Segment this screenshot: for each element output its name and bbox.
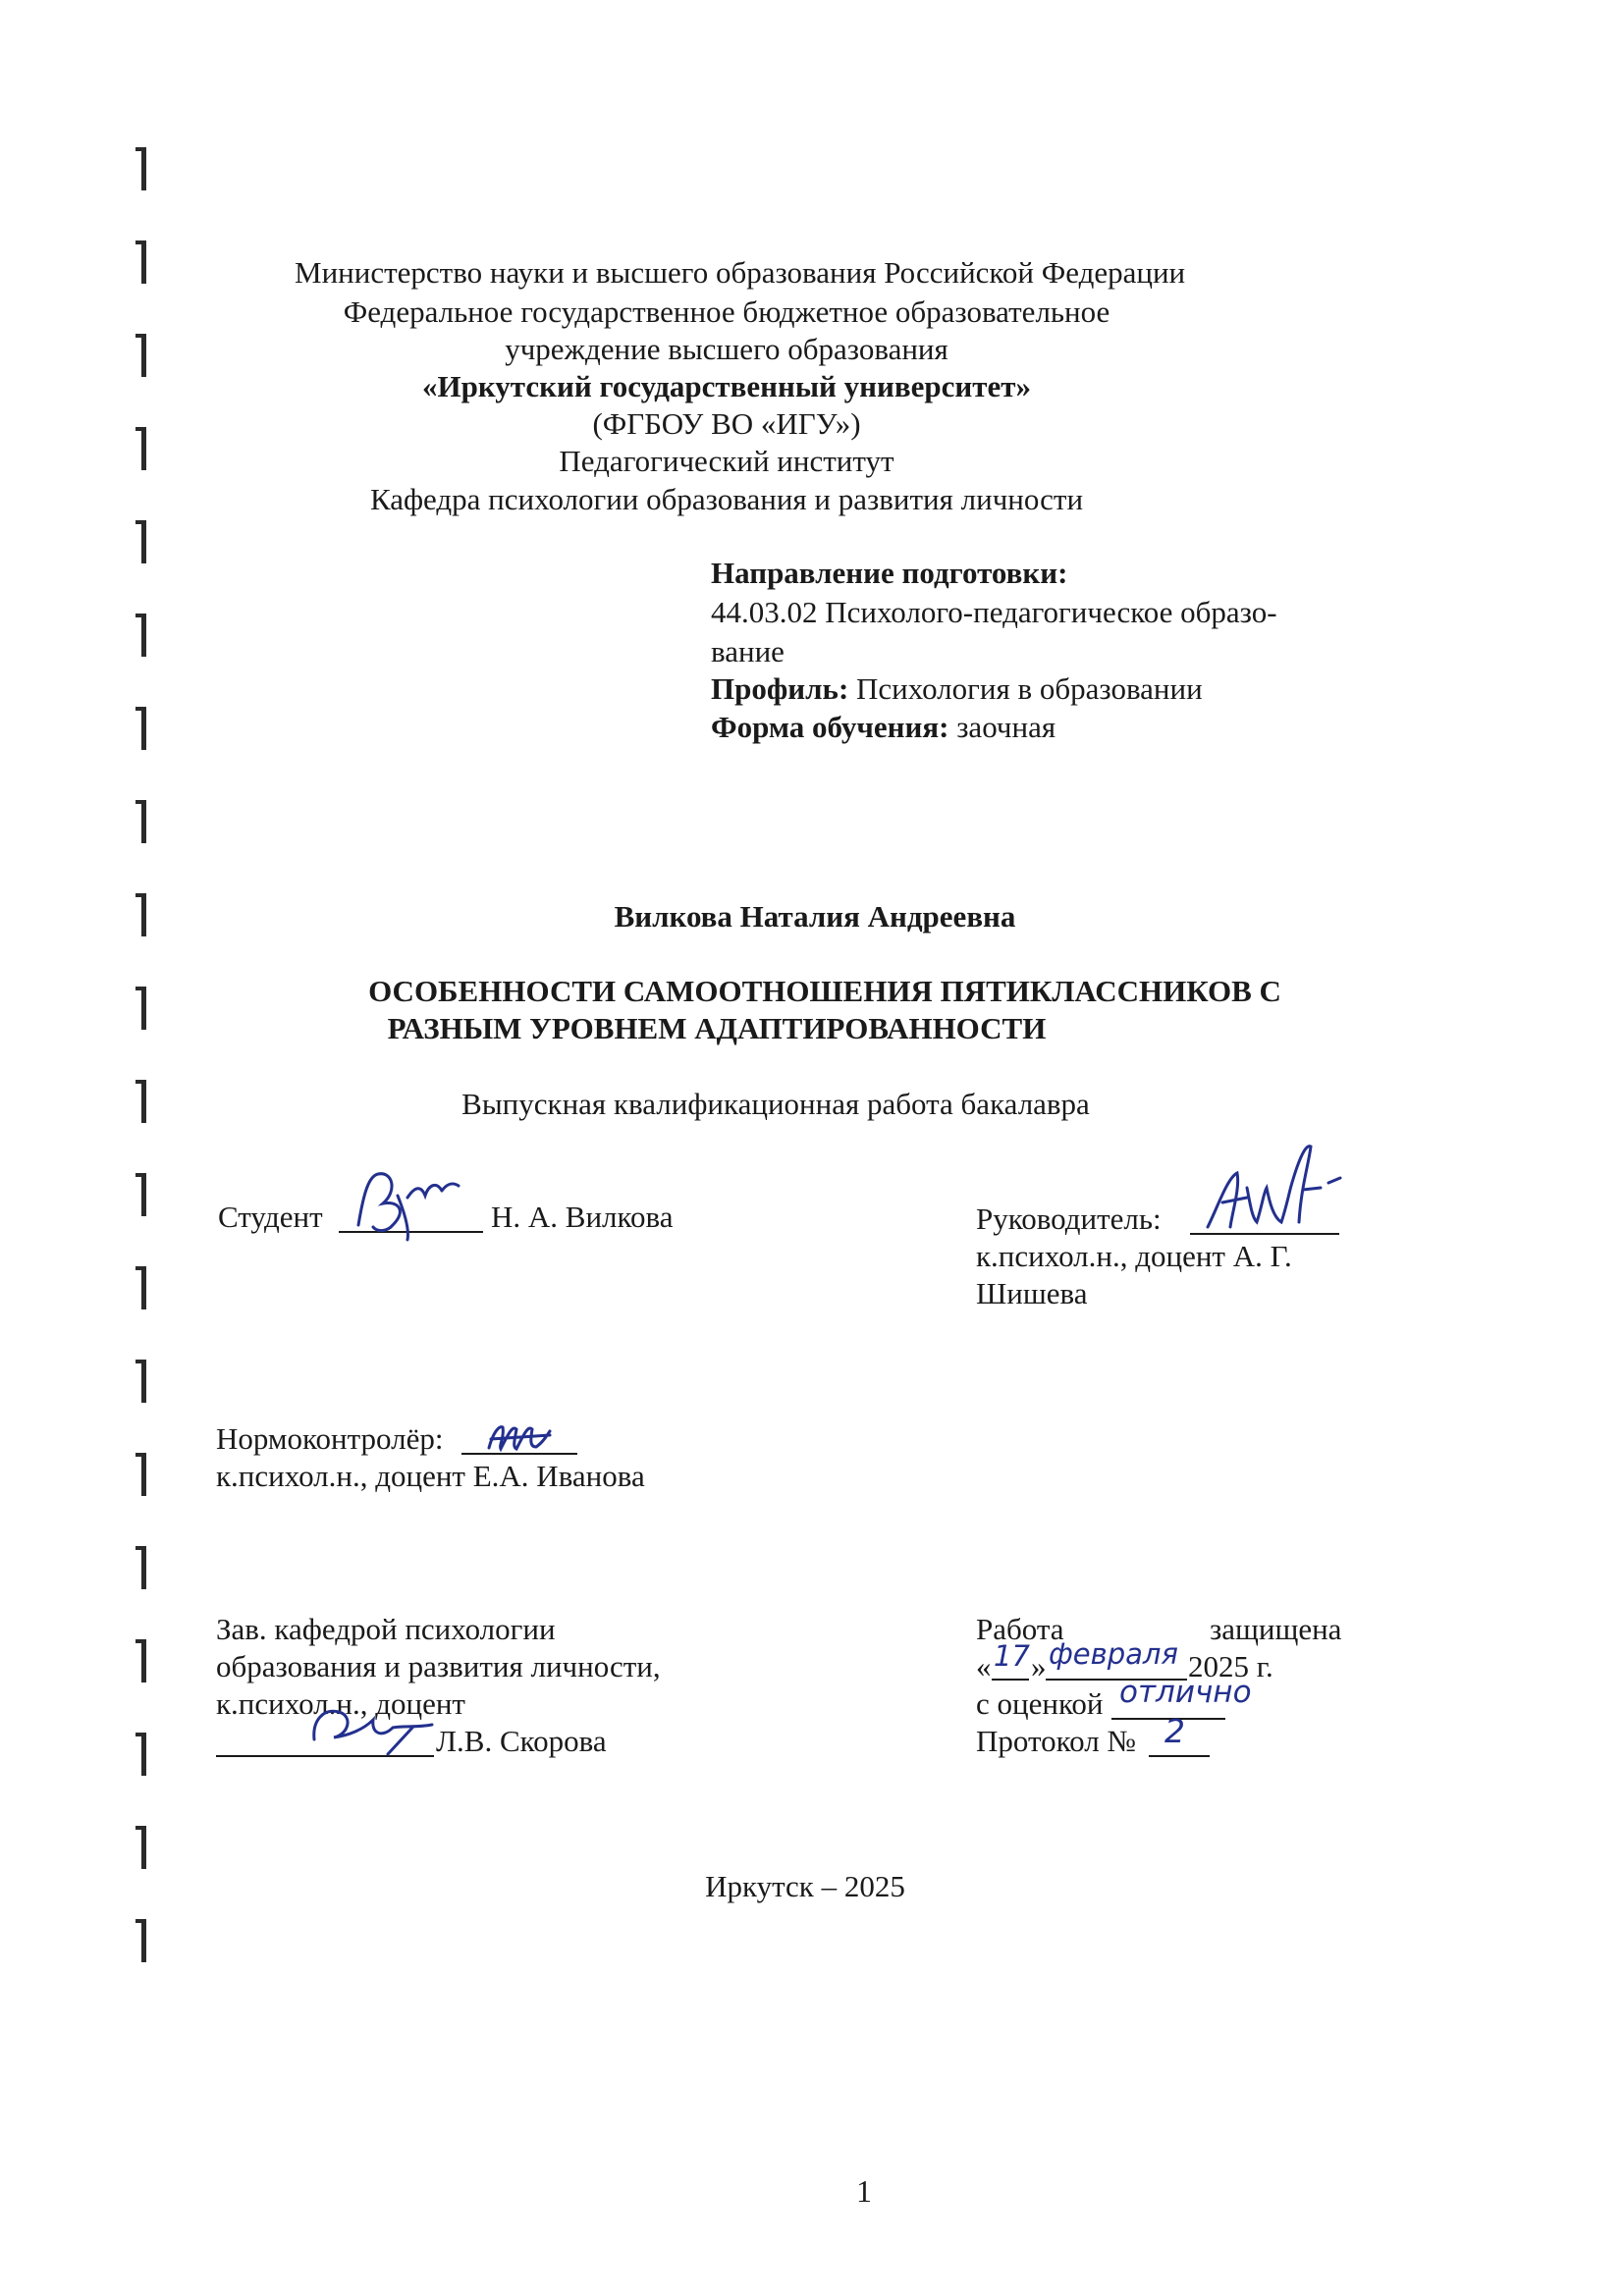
binding-mark <box>141 520 146 563</box>
profile-line <box>711 669 1203 709</box>
study-form-value: заочная <box>948 710 1056 744</box>
head-of-dept-name: Л.В. Скорова <box>436 1724 607 1758</box>
university-abbr: (ФГБОУ ВО «ИГУ») <box>592 406 861 441</box>
defense-day-line <box>992 1679 1029 1681</box>
institution-type-line-2: учреждение высшего образования <box>505 332 948 366</box>
binding-mark <box>141 707 146 750</box>
defense-date-open: « <box>976 1649 992 1683</box>
defense-date-mid: » <box>1031 1649 1047 1683</box>
profile-value: Психология в образовании <box>848 671 1203 706</box>
binding-mark <box>141 1360 146 1403</box>
supervisor-label: Руководитель: <box>976 1201 1162 1236</box>
binding-mark <box>141 427 146 470</box>
binding-mark <box>141 1173 146 1216</box>
binding-mark <box>141 1919 146 1962</box>
department-name: Кафедра психологии образования и развития личности <box>369 482 1084 516</box>
study-form-line <box>711 708 1056 747</box>
binding-marks <box>134 147 163 1963</box>
binding-mark <box>141 1826 146 1869</box>
defense-word-1: Работа <box>976 1612 1064 1646</box>
protocol-line <box>1149 1755 1210 1757</box>
binding-mark <box>141 893 146 936</box>
thesis-title-cont: РАЗНЫМ УРОВНЕМ АДАПТИРОВАННОСТИ <box>387 1011 1047 1045</box>
defense-word-2: защищена <box>1210 1612 1342 1646</box>
normcontrol-credentials: к.психол.н., доцент Е.А. Иванова <box>216 1459 645 1493</box>
binding-mark <box>141 800 146 843</box>
study-form-label: Форма обучения: <box>711 710 949 744</box>
normcontrol-signature <box>481 1414 560 1458</box>
defense-day: 17 <box>994 1639 1030 1673</box>
binding-mark <box>141 1266 146 1309</box>
direction-value-cont: вание <box>711 634 785 668</box>
ministry-line: Министерство науки и высшего образования Российской Федерации <box>295 255 1186 290</box>
grade-value: отлично <box>1119 1675 1252 1710</box>
supervisor-signature <box>1193 1129 1350 1247</box>
head-of-dept-title: Зав. кафедрой психологии <box>216 1612 556 1646</box>
work-type: Выпускная квалификационная работа бакалавра <box>461 1087 1090 1121</box>
binding-mark <box>141 1453 146 1496</box>
student-label: Студент <box>218 1200 323 1234</box>
protocol-label: Протокол № <box>976 1724 1136 1758</box>
head-of-dept-title-cont: образования и развития личности, <box>216 1649 661 1683</box>
head-of-dept-signature <box>295 1681 442 1759</box>
protocol-number: 2 <box>1164 1712 1185 1750</box>
profile-label: Профиль: <box>711 671 849 706</box>
grade-label: с оценкой <box>976 1686 1104 1721</box>
direction-label: Направление подготовки: <box>711 556 1068 590</box>
student-name: Н. А. Вилкова <box>491 1200 674 1234</box>
normcontrol-label: Нормоконтролёр: <box>216 1421 444 1456</box>
thesis-title: ОСОБЕННОСТИ САМООТНОШЕНИЯ ПЯТИКЛАССНИКОВ С <box>368 974 1281 1008</box>
head-of-dept-credentials: к.психол.н., доцент <box>216 1686 465 1721</box>
student-signature <box>339 1156 486 1245</box>
binding-mark <box>141 987 146 1030</box>
author-name: Вилкова Наталия Андреевна <box>614 899 1016 934</box>
binding-mark <box>141 240 146 284</box>
institution-type-line: Федеральное государственное бюджетное образовательное <box>343 294 1110 329</box>
supervisor-credentials: к.психол.н., доцент А. Г. <box>976 1239 1292 1273</box>
university-name: «Иркутский государственный университет» <box>422 369 1031 403</box>
direction-value: 44.03.02 Психолого-педагогическое образо- <box>711 595 1277 629</box>
supervisor-name: Шишева <box>976 1276 1088 1310</box>
defense-year: 2025 г. <box>1188 1649 1273 1683</box>
page-number: 1 <box>856 2173 872 2209</box>
binding-mark <box>141 334 146 377</box>
binding-mark <box>141 147 146 190</box>
binding-mark <box>141 1546 146 1589</box>
defense-month: февраля <box>1049 1637 1178 1671</box>
binding-mark <box>141 614 146 657</box>
institute-name: Педагогический институт <box>559 444 894 478</box>
city-year: Иркутск – 2025 <box>705 1869 905 1903</box>
binding-mark <box>141 1080 146 1123</box>
binding-mark <box>141 1639 146 1682</box>
binding-mark <box>141 1733 146 1776</box>
